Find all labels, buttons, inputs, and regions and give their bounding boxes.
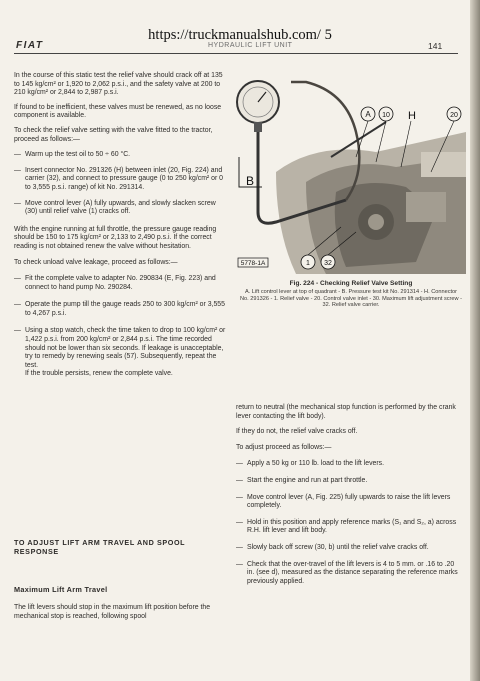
list-item: — Insert connector No. 291326 (H) between inlet (20, Fig. 224) and carrier (32), and connect to pressure gauge (0 to 250 kg/cm² or 0 to 3,555 p.s.i. range) of kit No. 291314. [14, 167, 228, 193]
callout-32: 32 [324, 260, 332, 267]
callout-h: H [408, 110, 416, 122]
list-item: — Check that the over-travel of the lift levers is 4 to 5 mm. or .16 to .20 in. (see d), measured as the distance separating the reference marks previously applied. [236, 561, 458, 587]
brand-name: FIAT [16, 40, 44, 51]
right-column [236, 404, 458, 586]
paragraph: To adjust proceed as follows:— [236, 443, 332, 451]
callout-a: A [365, 110, 371, 119]
paragraph: If they do not, the relief valve cracks off. [236, 428, 358, 436]
list-item: — Move control lever (A) fully upwards, and slowly slacken screw (30) until relief valve (1) cracks off. [14, 200, 228, 217]
header-rule [14, 53, 458, 54]
paragraph: To check the relief valve setting with the valve fitted to the tractor, proceed as follows:— [14, 126, 213, 143]
subsection-heading: Maximum Lift Arm Travel [14, 585, 108, 594]
figure-code: 5778-1A [240, 260, 266, 267]
figure-label-b: B [246, 174, 255, 188]
page-number: 141 [428, 41, 443, 51]
paragraph: If found to be inefficient, these valves must be renewed, as no loose component is available. [14, 103, 222, 120]
list-item: — Using a stop watch, check the time taken to drop to 100 kg/cm² or 1,422 p.s.i. from 200 kg/cm² or 2,844 p.s.i. The time recorded should not be lower than six seconds. If leakage is unacceptable, try to remedy by renewing seals (57). Subsequently, repeat the test. [14, 327, 228, 370]
left-column [14, 72, 228, 379]
callout-1: 1 [306, 260, 310, 267]
paragraph: With the engine running at full throttle, the pressure gauge reading should be 150 to 175 kg/cm² or 2,133 to 2,490 p.s.i. If the correct reading is not obtained renew the valve without hesitation. [14, 225, 217, 250]
list-item: — Start the engine and run at part throttle. [236, 477, 458, 486]
list-item: — Operate the pump till the gauge reads 250 to 300 kg/cm² or 3,555 to 4,267 p.s.i. [14, 301, 228, 318]
figure-relief-valve-test [236, 62, 466, 274]
watermark-url: https://truckmanualshub.com/ 5 [148, 27, 332, 43]
figure-caption-body: A. Lift control lever at top of quadrant - B. Pressure test kit No. 291314 - H. Connector No. 291326 - 1. Relief valve - 20. Control valve inlet - 30. Maximum lift adjustment screw - 32. Relief valve carrier. [240, 289, 462, 309]
section-heading: TO ADJUST LIFT ARM TRAVEL AND SPOOL RESPONSE [14, 538, 186, 556]
paragraph: In the course of this static test the relief valve should crack off at 135 to 145 kg/cm² or 1,920 to 2,062 p.s.i., and the safety valve at 200 to 210 kg/cm² or 2,844 to 2,987 p.s.i. [14, 72, 223, 97]
callout-10: 10 [382, 112, 390, 119]
page-binding-edge [470, 0, 480, 681]
figure-caption-title: Fig. 224 - Checking Relief Valve Setting [289, 280, 413, 287]
paragraph: If the trouble persists, renew the complete valve. [25, 370, 173, 378]
list-item: — Fit the complete valve to adapter No. 290834 (E, Fig. 223) and connect to hand pump No. 290284. [14, 275, 228, 292]
callout-20: 20 [450, 112, 458, 119]
paragraph: To check unload valve leakage, proceed as follows:— [14, 258, 178, 266]
list-item: — Warm up the test oil to 50 ÷ 60 °C. [14, 151, 228, 160]
paragraph: return to neutral (the mechanical stop function is performed by the crank lever contacting the lift body). [236, 404, 456, 420]
list-item: — Move control lever (A, Fig. 225) fully upwards to raise the lift levers completely. [236, 494, 458, 511]
list-item: — Hold in this position and apply reference marks (S₁ and S₂, a) across R.H. lift lever and lift body. [236, 519, 458, 536]
running-title: HYDRAULIC LIFT UNIT [208, 42, 293, 49]
paragraph: The lift levers should stop in the maximum lift position before the mechanical stop is reached, following spool [14, 604, 211, 620]
list-item: — Slowly back off screw (30, b) until the relief valve cracks off. [236, 544, 458, 553]
list-item: — Apply a 50 kg or 110 lb. load to the lift levers. [236, 460, 458, 469]
